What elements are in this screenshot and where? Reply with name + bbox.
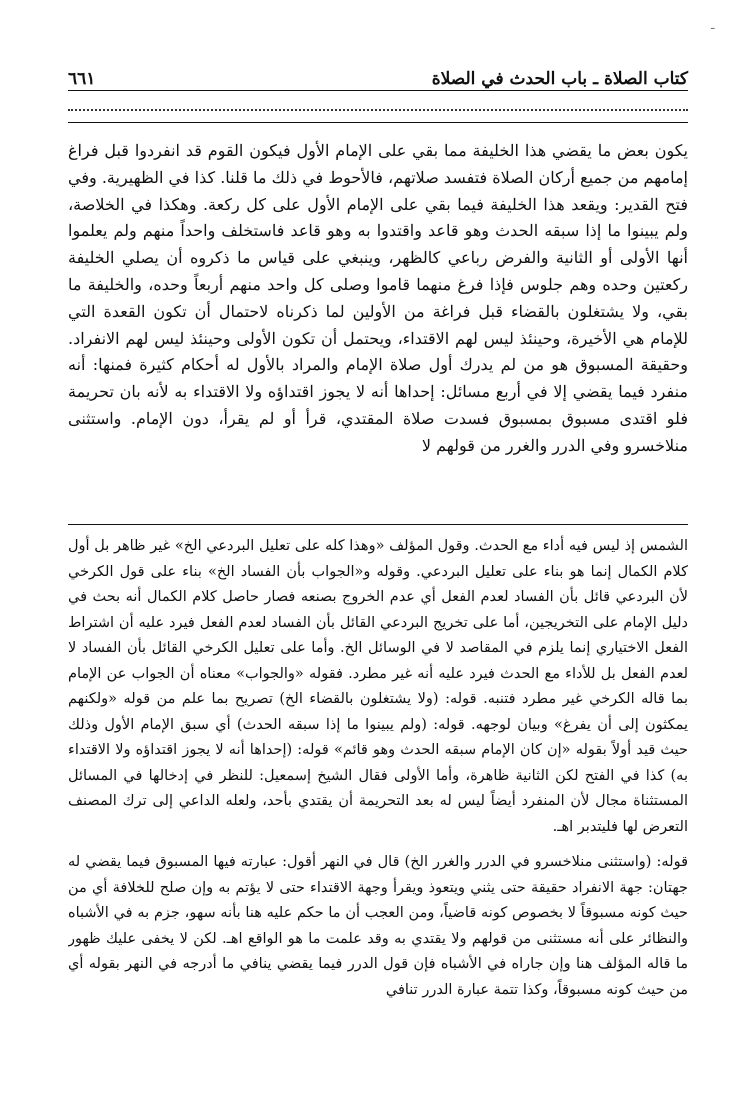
page-number: ٦٦١ (68, 69, 96, 89)
chapter-title: كتاب الصلاة ـ باب الحدث في الصلاة (431, 69, 688, 89)
commentary-paragraph: الشمس إذ ليس فيه أداء مع الحدث. وقول المؤلف «وهذا كله على تعليل البردعي الخ» غير ظاهر بل أول كلام الكمال إنما هو بناء على تعليل البردعي. وقوله و«الجواب بأن الفساد الخ» بناء على قول الكرخي لأن البردعي قائل بأن الفساد لعدم الفعل أي عدم الخروج بصنعه فصار حاصل كلام الكمال أنه بحث في دليل الإمام على التخريجين، أما على تخريج البردعي القائل بأن الفساد لعدم الفعل فيرد عليه أن اشتراط الفعل الاختياري إنما يلزم في المقاصد لا في الوسائل الخ. وأما على تعليل الكرخي القائل بأن الفساد لا لعدم الفعل بل للأداء مع الحدث فيرد عليه أنه غير مطرد. فقوله «والجواب» معناه أن الجواب عن الإمام بما قاله الكرخي غير مطرد فتنبه. قوله: (ولا يشتغلون بالقضاء الخ) تصريح بما علم من قوله «ولكنهم يمكثون إلى أن يفرغ» وبيان لوجهه. قوله: (ولم يبينوا ما إذا سبقه الحدث) أي سبق الإمام الأول وذلك حيث قيد أولاً بقوله «إن كان الإمام سبقه الحدث وهو قائم» قوله: (إحداها أنه لا يجوز اقتداؤه ولا الاقتداء به) كذا في الفتح لكن الثانية ظاهرة، وأما الأولى فقال الشيخ إسمعيل: للنظر في إدخالها في المسائل المستثناة مجال لأن المنفرد أيضاً ليس له بعد التحريمة أن يقتدي بأحد، ولعله الداعي إلى ترك المصنف التعرض لها فليتدبر اهـ. (68, 538, 688, 835)
main-text-block: يكون بعض ما يقضي هذا الخليفة مما بقي على الإمام الأول فيكون القوم قد انفردوا قبل فراغ إمامهم من جميع أركان الصلاة فتفسد صلاتهم، فالأحوط في ذلك ما قلنا. كذا في الظهيرية. وفي فتح القدير: ويقعد هذا الخليفة فيما بقي على الإمام الأول على كل ركعة. وهكذا في الخلاصة، ولم يبينوا ما إذا سبقه الحدث وهو قاعد واقتدوا به وهو قاعد فاستخلف واحداً منهم ولم يعلموا أنها الأولى أو الثانية والفرض رباعي كالظهر، وينبغي على قياس ما ذكروه أن يصلي الخليفة ركعتين وحده وهم جلوس فإذا فرغ منهما قاموا وصلى كل واحد منهم أربعاً وحده، والخليفة ما بقي، ولا يشتغلون بالقضاء قبل فراغة من الأولين لما ذكرناه لاحتمال أن تكون القعدة التي للإمام هي الأخيرة، وحينئذ ليس لهم الاقتداء، ويحتمل أن تكون الأولى وحينئذ ليس لهم الانفراد. وحقيقة المسبوق هو من لم يدرك أول صلاة الإمام والمراد بالأول له أحكام كثيرة فمنها: أنه منفرد فيما يقضي إلا في أربع مسائل: إحداها أنه لا يجوز اقتداؤه ولا الاقتداء به لأنه بان تحريمة فلو اقتدى مسبوق بمسبوق فسدت صلاة المقتدي، قرأ أو لم يقرأ، دون الإمام. واستثنى منلاخسرو وفي الدرر والغرر من قولهم لا (68, 141, 688, 455)
margin-mark: ـ (711, 18, 715, 32)
header-rule (68, 90, 688, 91)
running-header (68, 58, 688, 88)
commentary-block (68, 534, 688, 1089)
commentary-paragraph: قوله: (واستثنى منلاخسرو في الدرر والغرر الخ) قال في النهر أقول: عبارته فيها المسبوق فيما يقضي له جهتان: جهة الانفراد حقيقة حتى يثني ويتعوذ ويقرأ وجهة الاقتداء حتى لا يؤتم به وإن صلح للخلافة أي من حيث كونه مسبوقاً لا بخصوص كونه قاضياً، ومن العجب أن ما حكم عليه هنا بأنه سهو، جزم به في الأشباه والنظائر على أنه مستثنى من قولهم ولا يقتدي به وقد علمت ما هو الواقع اهـ. لكن لا يخفى عليك ظهور ما قاله المؤلف هنا وإن جاراه في الأشباه فإن قول الدرر فيما يقضي ينافي ما أدرجه في النهر بقوله أي من حيث كونه مسبوقاً، وكذا تتمة عبارة الدرر تنافي (68, 854, 688, 998)
footnote-divider (68, 524, 688, 525)
dotted-separator (68, 109, 688, 111)
text-top-rule (68, 122, 688, 123)
